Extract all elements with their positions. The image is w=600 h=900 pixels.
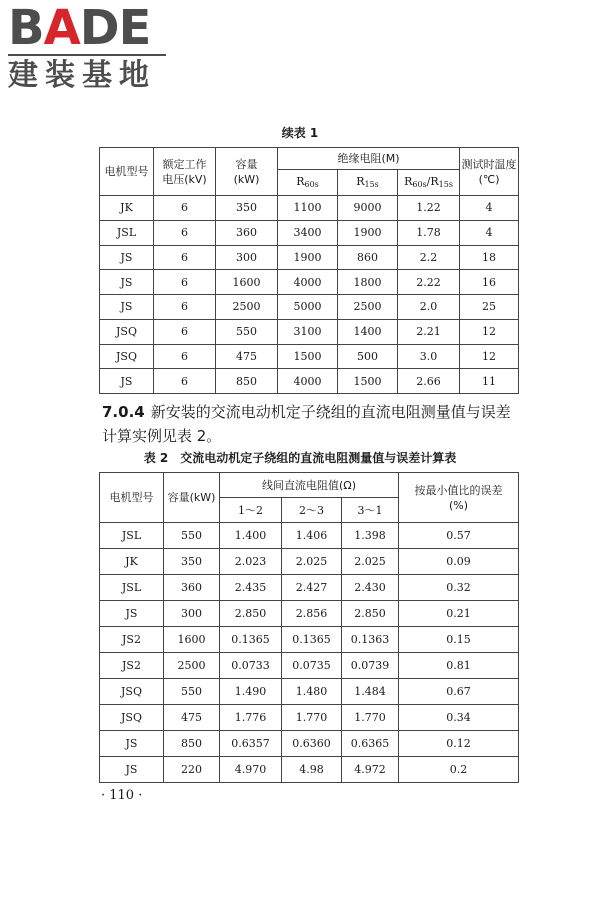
cell-r23: 4.98 [282,757,342,783]
cell-r15: 1800 [338,270,398,295]
cell-model: JSQ [100,679,164,705]
header-ratio-divider: /R [426,174,439,188]
table-row [100,653,519,679]
header-model: 电机型号 [100,473,164,523]
cell-r12: 0.1365 [220,627,282,653]
cell-model: JS [100,295,154,320]
cell-voltage: 6 [154,295,216,320]
cell-error: 0.2 [399,757,519,783]
cell-capacity: 850 [164,731,220,757]
cell-ratio: 1.22 [398,196,460,221]
insulation-resistance-table [99,147,519,394]
cell-r23: 2.025 [282,549,342,575]
cell-error: 0.81 [399,653,519,679]
table-row [100,601,519,627]
header-r15s-symbol: R [356,174,365,188]
cell-r15: 9000 [338,196,398,221]
cell-r12: 4.970 [220,757,282,783]
table-row [100,679,519,705]
cell-r23: 1.770 [282,705,342,731]
header-insulation-resistance: 绝缘电阻(M) [278,148,460,170]
cell-r60: 1100 [278,196,338,221]
cell-voltage: 6 [154,196,216,221]
cell-r23: 1.406 [282,523,342,549]
header-model: 电机型号 [100,148,154,196]
header-error-line2: (%) [449,498,469,512]
cell-model: JS [100,601,164,627]
cell-voltage: 6 [154,369,216,394]
table-row [100,705,519,731]
cell-capacity: 550 [216,319,278,344]
logo-letter-b: B [8,0,44,56]
table-row [100,270,519,295]
table2-caption: 表 2 交流电动机定子绕组的直流电阻测量值与误差计算表 [143,451,457,465]
paragraph-text-1: 新安装的交流电动机定子绕组的直流电阻测量值与误差 [150,403,511,421]
header-r15s [338,170,398,196]
cell-temp: 12 [460,344,519,369]
cell-r12: 1.776 [220,705,282,731]
paragraph-line-1 [102,400,532,424]
cell-ratio: 2.22 [398,270,460,295]
cell-capacity: 2500 [216,295,278,320]
cell-temp: 11 [460,369,519,394]
cell-capacity: 550 [164,679,220,705]
cell-ratio: 2.0 [398,295,460,320]
header-ratio-symbol: R [404,174,413,188]
cell-error: 0.15 [399,627,519,653]
cell-r12: 2.435 [220,575,282,601]
cell-error: 0.21 [399,601,519,627]
cell-r31: 1.484 [342,679,399,705]
cell-r23: 1.480 [282,679,342,705]
header-ratio-subscript-a: 60s [412,179,427,189]
cell-r15: 2500 [338,295,398,320]
table-row [100,575,519,601]
cell-capacity: 1600 [164,627,220,653]
cell-capacity: 220 [164,757,220,783]
cell-model: JS [100,731,164,757]
logo-chinese: 建装基地 [8,58,156,93]
header-capacity [216,148,278,196]
header-phase-1-2: 1～2 [220,498,282,523]
cell-capacity: 360 [164,575,220,601]
table-row [100,369,519,394]
cell-r31: 0.0739 [342,653,399,679]
table-row [100,245,519,270]
cell-temp: 4 [460,220,519,245]
cell-temp: 16 [460,270,519,295]
cell-capacity: 300 [216,245,278,270]
cell-r31: 4.972 [342,757,399,783]
cell-capacity: 1600 [216,270,278,295]
table-row [100,757,519,783]
cell-r12: 0.6357 [220,731,282,757]
cell-model: JS2 [100,653,164,679]
logo [8,0,178,96]
table1-caption: 续表 1 [281,126,319,140]
cell-r31: 0.1363 [342,627,399,653]
clause-number: 7.0.4 [102,403,145,421]
logo-letter-a: A [43,0,80,56]
cell-r23: 2.856 [282,601,342,627]
cell-r15: 1900 [338,220,398,245]
table-row [100,523,519,549]
cell-model: JSL [100,523,164,549]
header-capacity-line2: (kW) [233,172,260,186]
cell-model: JSQ [100,319,154,344]
cell-error: 0.12 [399,731,519,757]
table-row [100,319,519,344]
cell-voltage: 6 [154,270,216,295]
cell-temp: 25 [460,295,519,320]
cell-r60: 4000 [278,369,338,394]
cell-r31: 0.6365 [342,731,399,757]
cell-model: JK [100,549,164,575]
cell-error: 0.57 [399,523,519,549]
header-capacity-line1: 容量 [235,157,258,171]
table-row [100,731,519,757]
cell-model: JSQ [100,705,164,731]
cell-r12: 1.400 [220,523,282,549]
cell-temp: 4 [460,196,519,221]
cell-voltage: 6 [154,319,216,344]
cell-r23: 0.6360 [282,731,342,757]
cell-r60: 1500 [278,344,338,369]
cell-model: JS [100,757,164,783]
cell-r60: 1900 [278,245,338,270]
cell-ratio: 3.0 [398,344,460,369]
cell-capacity: 475 [164,705,220,731]
cell-r12: 0.0733 [220,653,282,679]
cell-model: JS [100,369,154,394]
header-error-line1: 按最小值比的误差 [414,483,503,497]
header-test-temperature [460,148,519,196]
cell-ratio: 2.66 [398,369,460,394]
cell-r60: 3100 [278,319,338,344]
cell-capacity: 475 [216,344,278,369]
cell-r15: 1500 [338,369,398,394]
cell-r23: 0.1365 [282,627,342,653]
cell-voltage: 6 [154,344,216,369]
table-row [100,220,519,245]
header-ratio-subscript-b: 15s [438,179,453,189]
header-capacity: 容量(kW) [164,473,220,523]
cell-error: 0.32 [399,575,519,601]
cell-r15: 1400 [338,319,398,344]
cell-r23: 2.427 [282,575,342,601]
section-paragraph [102,400,532,448]
cell-ratio: 2.21 [398,319,460,344]
cell-r15: 860 [338,245,398,270]
cell-model: JS [100,245,154,270]
cell-ratio: 2.2 [398,245,460,270]
table-row [100,549,519,575]
header-r15s-subscript: 15s [364,179,379,189]
page-number: · 110 · [101,788,143,803]
cell-r12: 2.850 [220,601,282,627]
cell-capacity: 550 [164,523,220,549]
cell-r60: 3400 [278,220,338,245]
cell-model: JSQ [100,344,154,369]
header-rated-voltage-line1: 额定工作 [162,157,207,171]
cell-error: 0.34 [399,705,519,731]
cell-r31: 2.025 [342,549,399,575]
header-phase-3-1: 3～1 [342,498,399,523]
cell-r60: 4000 [278,270,338,295]
cell-r31: 2.430 [342,575,399,601]
cell-capacity: 2500 [164,653,220,679]
cell-voltage: 6 [154,220,216,245]
cell-capacity: 850 [216,369,278,394]
cell-model: JSL [100,220,154,245]
header-r60s-symbol: R [296,174,305,188]
cell-voltage: 6 [154,245,216,270]
table-row [100,196,519,221]
table-row [100,344,519,369]
cell-model: JK [100,196,154,221]
cell-r31: 1.398 [342,523,399,549]
paragraph-line-2: 计算实例见表 2。 [102,427,222,445]
cell-error: 0.09 [399,549,519,575]
logo-letters-de: DE [79,0,151,56]
cell-temp: 12 [460,319,519,344]
cell-r23: 0.0735 [282,653,342,679]
cell-r12: 1.490 [220,679,282,705]
cell-capacity: 300 [164,601,220,627]
header-rated-voltage-line2: 电压(kV) [162,172,207,186]
cell-model: JSL [100,575,164,601]
cell-model: JS [100,270,154,295]
header-r60s [278,170,338,196]
cell-ratio: 1.78 [398,220,460,245]
header-rated-voltage [154,148,216,196]
cell-r60: 5000 [278,295,338,320]
cell-temp: 18 [460,245,519,270]
cell-r31: 1.770 [342,705,399,731]
header-test-temperature-line1: 测试时温度 [461,157,517,171]
table-row [100,295,519,320]
cell-r12: 2.023 [220,549,282,575]
header-error-percent [399,473,519,523]
cell-r31: 2.850 [342,601,399,627]
header-test-temperature-line2: (℃) [478,172,500,186]
logo-wordmark [8,0,178,56]
cell-error: 0.67 [399,679,519,705]
header-phase-2-3: 2～3 [282,498,342,523]
header-r60s-subscript: 60s [304,179,319,189]
cell-capacity: 350 [216,196,278,221]
cell-capacity: 350 [164,549,220,575]
cell-capacity: 360 [216,220,278,245]
cell-r15: 500 [338,344,398,369]
header-absorption-ratio [398,170,460,196]
dc-resistance-table [99,472,519,783]
cell-model: JS2 [100,627,164,653]
table-row [100,627,519,653]
header-line-resistance: 线间直流电阻值(Ω) [220,473,399,498]
